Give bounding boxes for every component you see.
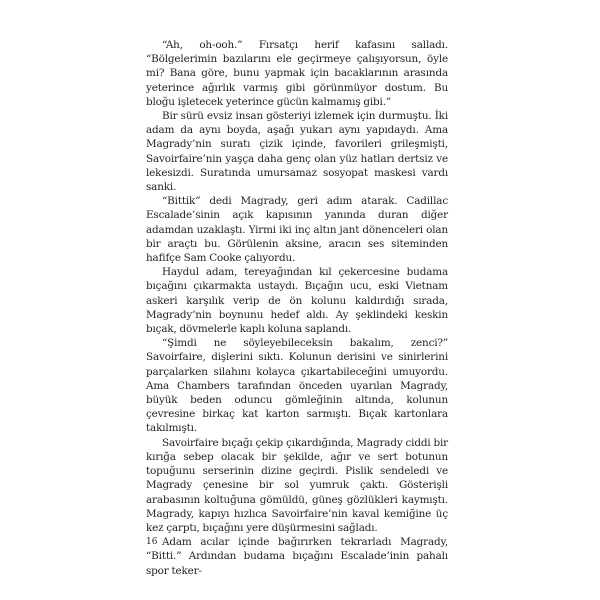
body-text [146, 38, 448, 578]
paragraph: Bir sürü evsiz insan gösteriyi izlemek için durmuştu. İki adam da aynı boyda, aşağı yukarı aynı yapıdaydı. Ama Magrady’nin suratı çizik içinde, favorileri grileşmişti, Savoirfaire’nin yaşça daha genç olan yüz hatları dertsiz ve lekesizdi. Suratında umursamaz sosyopat maskesi vardı sanki. [146, 110, 448, 194]
paragraph: Savoirfaire bıçağı çekip çıkardığında, Magrady ciddi bir kırığa sebep olacak bir şekilde, ağır ve sert botunun topuğunu serserinin dizine geçirdi. Pislik sendeledi ve Magrady çenesine bir sol yumruk çaktı. Gösterişli arabasının koltuğuna gömüldü, güneş gözlükleri kaymıştı. Magrady, kapıyı hızlıca Savoirfaire’nin kaval kemiğine üç kez çarptı, bıçağını yere düşürmesini sağladı. [146, 436, 448, 534]
page-number: 16 [146, 537, 158, 547]
paragraph: Haydul adam, tereyağından kıl çekercesine budama bıçağını çıkarmakta ustaydı. Bıçağın ucu, eski Vietnam askeri karşılık verip de ön kolunu kaldırdığı sırada, Magrady’nin boynunu hedef aldı. Ay şeklindeki keskin bıçak, dövmelerle kaplı koluna saplandı. [146, 266, 448, 336]
paragraph: “Ah, oh-ooh.” Fırsatçı herif kafasını salladı. “Bölgelerimin bazılarını ele geçirmeye çalışıyorsun, öyle mi? Bana göre, bunu yapmak için bacaklarının arasında yeterince ağırlık varmış gibi görünmüyor dostum. Bu bloğu işletecek yeterince gücün kalmamış gibi.” [146, 39, 448, 108]
paragraph: “Bittik” dedi Magrady, geri adım atarak. Cadillac Escalade’sinin açık kapısının yanında duran diğer adamdan uzaklaştı. Yirmi iki inç altın jant dönenceleri olan bir araçtı bu. Görülenin aksine, aracın ses siteminden hafifçe Sam Cooke çalıyordu. [146, 195, 448, 265]
paragraph: Adam acılar içinde bağırırken tekrarladı Magrady, “Bitti.” Ardından budama bıçağını Escalade’inin pahalı spor teker- [146, 536, 448, 577]
paragraph: “Şimdi ne söyleyebileceksin bakalım, zenci?” Savoirfaire, dişlerini sıktı. Kolunun derisini ve sinirlerini parçalarken silahını kolayca çıkartabileceğini umuyordu. Ama Chambers tarafından önceden uyarılan Magrady, büyük beden oduncu gömleğinin altında, kolunun çevresine birkaç kat karton sarmıştı. Bıçak kartonlara takılmıştı. [146, 337, 448, 435]
